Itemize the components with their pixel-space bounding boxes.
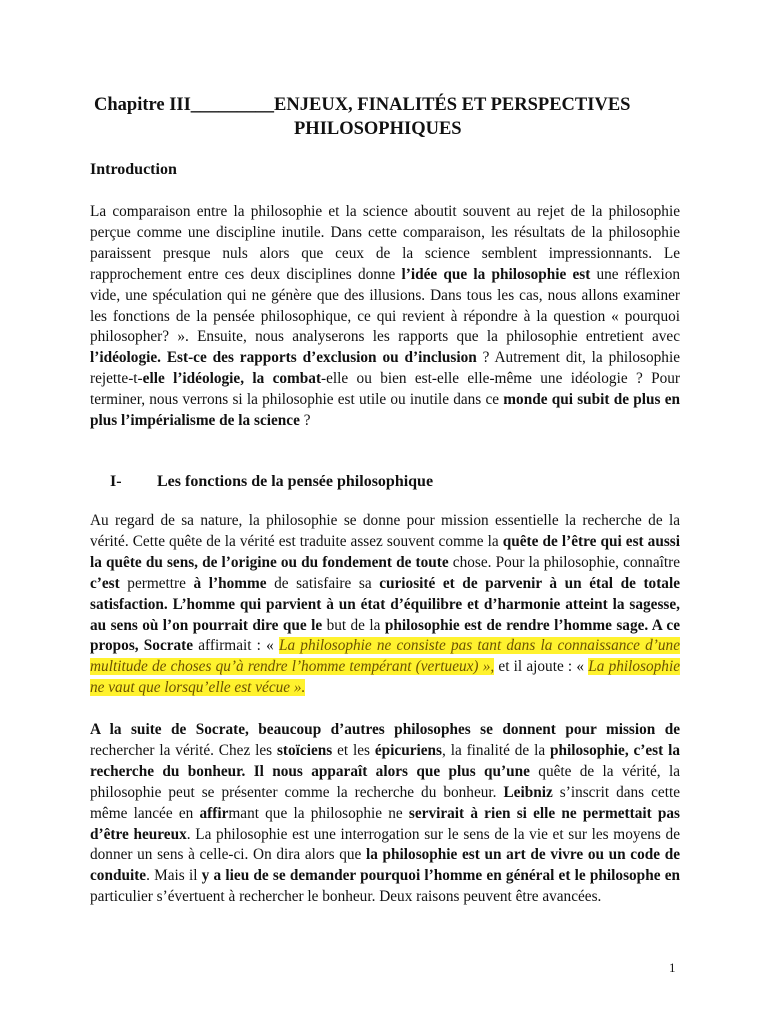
bold-run: c’est xyxy=(90,574,120,592)
bold-run: la philosophie est un art de vivre ou un code de conduite xyxy=(90,846,680,885)
bold-run: affir xyxy=(199,804,229,822)
bold-run: stoïciens xyxy=(276,741,333,759)
text-run: ? Autrement dit, la philosophie rejette-t- xyxy=(90,349,680,388)
chapter-title-line1: Chapitre III_________ENJEUX, FINALITÉS ET PERSPECTIVES xyxy=(94,95,631,115)
chapter-title xyxy=(94,93,684,141)
bold-run: servirait à rien si elle ne permettait pas d’être heureux xyxy=(90,804,681,843)
text-run: La comparaison entre la philosophie et la science aboutit souvent au rejet de la philosophie perçue comme une discipline inutile. Dans cette comparaison, les résultats de la philosophie paraissent presque nuls alors que ceux de la science semblent impressionnants. Le rapprochement entre ces deux disciplines donne xyxy=(90,203,680,283)
introduction-heading: Introduction xyxy=(90,161,177,178)
text-run: s’inscrit dans cette même lancée en xyxy=(90,783,680,822)
bold-run: elle l’idéologie, la combat xyxy=(142,370,322,388)
bold-run: épicuriens xyxy=(374,741,442,759)
text-run: une réflexion vide, une spéculation qui ne génère que des illusions. Dans tous les cas, nous allons examiner les fonctions de la pensée philosophique, ce qui revient à répondre à la question « pourquoi philosopher? ». Ensuite, nous analyserons les rapports que la philosophie entretient avec xyxy=(90,265,680,346)
bold-run: quête de l’être qui est aussi la quête du sens, de l’origine ou du fondement de toute xyxy=(90,532,680,571)
text-run: quête de la vérité, la philosophie peut se présenter comme la recherche du bonheur. xyxy=(90,762,680,801)
text-run: Au regard de sa nature, la philosophie se donne pour mission essentielle la recherche de la vérité. Cette quête de la vérité est traduite assez souvent comme la xyxy=(90,512,680,550)
text-run: . Mais il xyxy=(146,867,202,885)
text-run: et il ajoute : « xyxy=(494,658,589,676)
text-run: -elle ou bien est-elle elle-même une idéologie ? Pour terminer, nous verrons si la philosophie est utile ou inutile dans ce xyxy=(90,370,680,409)
text-run: particulier s’évertuent à rechercher le bonheur. Deux raisons peuvent être avancées. xyxy=(90,888,602,906)
text-run: but de la xyxy=(322,616,385,634)
highlighted-quote: La philosophie ne vaut que lorsqu’elle est vécue ». xyxy=(90,658,680,697)
section-title: Les fonctions de la pensée philosophique xyxy=(157,473,434,490)
section-paragraph-2 xyxy=(90,720,680,908)
bold-run: curiosité et de parvenir à un étal de totale satisfaction. L’homme qui parvient à un état d’équilibre et d’harmonie atteint la sagesse, au sens où l’on pourrait dire que le xyxy=(90,574,680,634)
text-run: rechercher la vérité. Chez les xyxy=(90,741,277,759)
bold-run: A la suite de Socrate, beaucoup d’autres philosophes se donnent pour mission de xyxy=(90,721,680,738)
text-run: permettre xyxy=(119,574,194,592)
text-run: affirmait : « xyxy=(193,637,279,655)
bold-run: l’idée que la philosophie est xyxy=(401,265,591,283)
text-run: chose. Pour la philosophie, connaître xyxy=(448,553,680,571)
section-number: I- xyxy=(110,473,122,490)
bold-run: l’idéologie. Est-ce des rapports d’exclusion ou d’inclusion xyxy=(90,349,477,367)
chapter-title-line2: PHILOSOPHIQUES xyxy=(294,119,462,139)
bold-run: philosophie est de rendre l’homme sage. A ce propos, Socrate xyxy=(90,616,680,655)
text-run: ? xyxy=(299,412,311,430)
text-run: , la finalité de la xyxy=(442,741,550,759)
bold-run: à l’homme xyxy=(193,574,267,592)
page-number: 1 xyxy=(669,960,676,975)
bold-run: Leibniz xyxy=(503,783,553,801)
text-run: mant que la philosophie ne xyxy=(228,804,409,822)
bold-run: monde qui subit de plus en plus l’impérialisme de la science xyxy=(90,391,680,430)
text-run: . La philosophie est une interrogation sur le sens de la vie et sur les moyens de donner un sens à celle-ci. On dira alors que xyxy=(90,825,680,864)
bold-run: y a lieu de se demander pourquoi l’homme en général et le philosophe en xyxy=(201,867,681,885)
text-run: et les xyxy=(332,741,375,759)
section-paragraph-1 xyxy=(90,511,680,699)
bold-run: philosophie, c’est la recherche du bonheur. Il nous apparaît alors que plus qu’une xyxy=(90,741,680,780)
highlighted-quote: La philosophie ne consiste pas tant dans la connaissance d’une multitude de choses qu’à rendre l’homme tempérant (vertueux) », xyxy=(90,637,680,676)
text-run: de satisfaire sa xyxy=(266,574,380,592)
section-heading xyxy=(110,472,433,492)
introduction-paragraph xyxy=(90,202,680,432)
